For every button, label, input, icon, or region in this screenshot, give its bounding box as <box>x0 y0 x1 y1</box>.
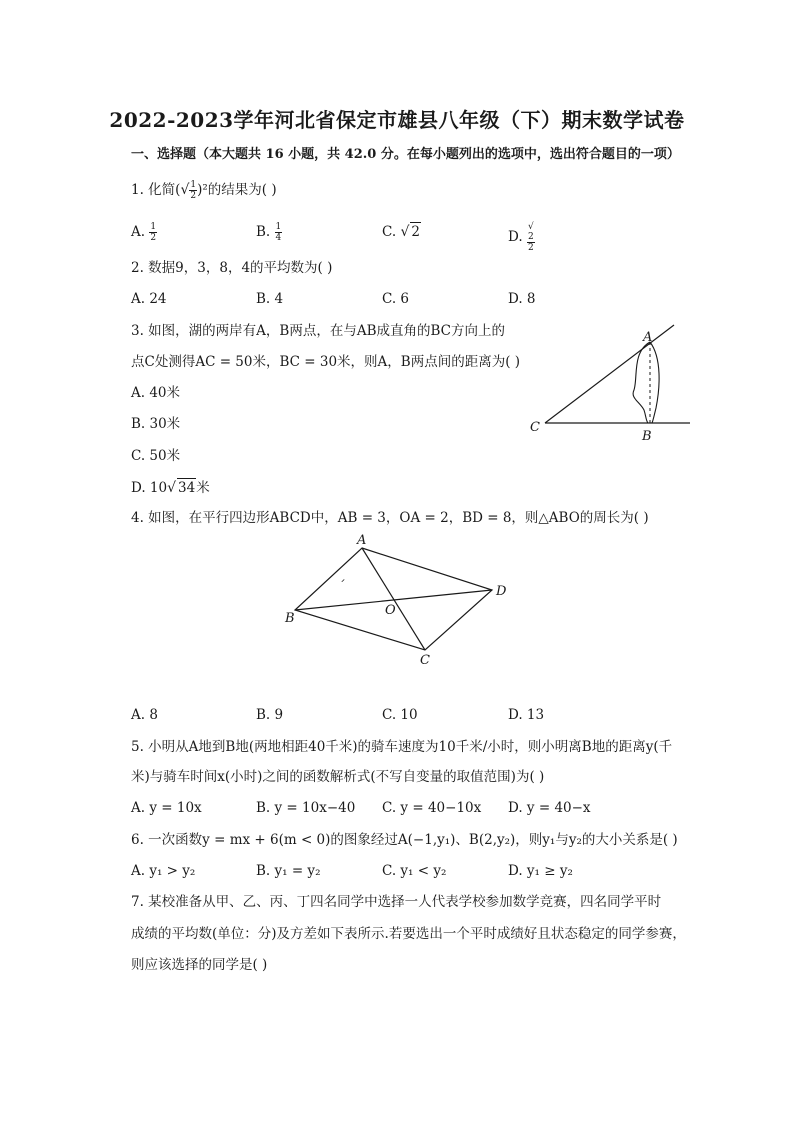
figure-parallelogram <box>280 532 520 672</box>
question-2-option-b[interactable]: B. 4 <box>256 291 284 307</box>
question-7-stem-line1: 7. 某校准备从甲、乙、丙、丁四名同学中选择一人代表学校参加数学竞赛，四名同学平时 <box>131 894 662 910</box>
page-title: 2022-2023学年河北省保定市雄县八年级（下）期末数学试卷 <box>109 108 685 132</box>
question-4-option-a[interactable]: A. 8 <box>131 707 158 723</box>
question-6-option-a[interactable]: A. y₁ > y₂ <box>131 863 196 879</box>
question-1-option-a[interactable]: A. $\frac{1}{2}$ <box>131 222 157 243</box>
question-6-option-c[interactable]: C. y₁ < y₂ <box>382 863 447 879</box>
question-1-stem: 1. 化简(√ $\frac{1}{2}$ )²的结果为( ) <box>131 180 277 201</box>
label-b: B <box>285 611 295 626</box>
question-4-stem: 4. 如图，在平行四边形ABCD中，AB = 3，OA = 2，BD = 8，则△ABO的周长为( ) <box>131 510 649 526</box>
question-3-option-a[interactable]: A. 40米 <box>131 385 181 401</box>
question-3-stem-line2: 点C处测得AC = 50米，BC = 30米，则A，B两点间的距离为( ) <box>131 354 521 370</box>
question-5-option-b[interactable]: B. y = 10x−40 <box>256 800 356 816</box>
section-heading: 一、选择题（本大题共 16 小题，共 42.0 分。在每小题列出的选项中，选出符合题目的一项） <box>131 147 680 162</box>
label-b: B <box>642 429 652 444</box>
question-6-option-b[interactable]: B. y₁ = y₂ <box>256 863 321 879</box>
question-3-option-d[interactable]: D. 10√ 34米 <box>131 480 210 496</box>
question-1-option-d[interactable]: D. √ 2 2 <box>508 222 534 253</box>
label-d: D <box>496 584 507 599</box>
question-3-stem-line1: 3. 如图，湖的两岸有A，B两点，在与AB成直角的BC方向上的 <box>131 323 506 339</box>
line-ca-extended <box>545 325 674 423</box>
question-7-stem-line3: 则应该选择的同学是( ) <box>131 957 268 973</box>
question-5-stem-line2: 米)与骑车时间x(小时)之间的函数解析式(不写自变量的取值范围)为( ) <box>131 769 545 785</box>
question-5-option-d[interactable]: D. y = 40−x <box>508 800 591 816</box>
question-4-option-c[interactable]: C. 10 <box>382 707 418 723</box>
label-c: C <box>530 420 540 435</box>
tick-mark: ˊ <box>338 579 345 594</box>
question-3-option-c[interactable]: C. 50米 <box>131 448 181 464</box>
question-6-option-d[interactable]: D. y₁ ≥ y₂ <box>508 863 573 879</box>
question-2-option-c[interactable]: C. 6 <box>382 291 410 307</box>
question-5-option-a[interactable]: A. y = 10x <box>131 800 202 816</box>
question-3-option-b[interactable]: B. 30米 <box>131 416 181 432</box>
label-o: O <box>385 603 396 618</box>
question-4-option-b[interactable]: B. 9 <box>256 707 284 723</box>
question-5-option-c[interactable]: C. y = 40−10x <box>382 800 482 816</box>
question-7-stem-line2: 成绩的平均数(单位：分)及方差如下表所示.若要选出一个平时成绩好且状态稳定的同学参赛， <box>131 926 686 942</box>
question-2-stem: 2. 数据9，3，8，4的平均数为( ) <box>131 260 333 276</box>
question-2-option-a[interactable]: A. 24 <box>131 291 167 307</box>
question-5-stem-line1: 5. 小明从A地到B地(两地相距40千米)的骑车速度为10千米/小时，则小明离B地的距离y(千 <box>131 739 673 755</box>
diagonal-ac <box>362 548 425 650</box>
label-a: A <box>357 533 367 548</box>
label-a: A <box>643 330 653 345</box>
question-1-option-c[interactable]: C. √ 2 <box>382 224 420 240</box>
figure-lake-triangle <box>520 318 700 448</box>
question-4-option-d[interactable]: D. 13 <box>508 707 545 723</box>
question-1-option-b[interactable]: B. $\frac{1}{4}$ <box>256 222 282 243</box>
lake-shore-right <box>650 342 659 423</box>
label-c: C <box>420 653 430 668</box>
question-6-stem: 6. 一次函数y = mx + 6(m < 0)的图象经过A(−1,y₁)、B(2,y₂)，则y₁与y₂的大小关系是( ) <box>131 832 678 848</box>
question-2-option-d[interactable]: D. 8 <box>508 291 536 307</box>
